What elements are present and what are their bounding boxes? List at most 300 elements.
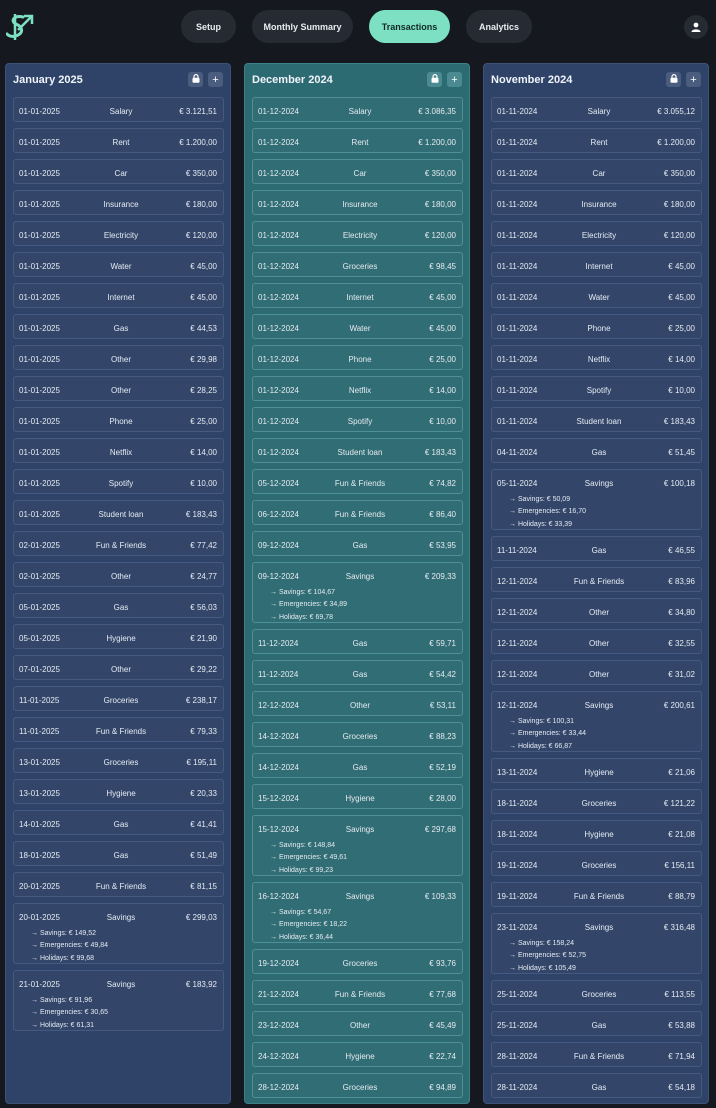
transaction-date: 01-01-2025: [19, 107, 60, 116]
transaction-row-gas[interactable]: [13, 810, 224, 835]
transaction-category: Gas: [591, 448, 607, 457]
transaction-row-savings[interactable]: [13, 970, 224, 1031]
transaction-row-salary[interactable]: [252, 97, 463, 122]
transaction-amount: € 51,49: [190, 851, 217, 860]
transaction-row-other[interactable]: [252, 1011, 463, 1036]
transaction-amount: € 29,98: [190, 355, 217, 364]
transaction-row-fun-friends[interactable]: [491, 882, 702, 907]
savings-breakdown-item: → Emergencies: € 30,65: [31, 1009, 109, 1017]
transaction-amount: € 88,23: [429, 732, 456, 741]
transaction-row-savings[interactable]: [13, 903, 224, 964]
transaction-date: 25-11-2024: [497, 990, 538, 999]
transaction-category: Other: [588, 608, 609, 617]
transaction-category: Groceries: [103, 758, 139, 767]
transaction-row-electricity[interactable]: [491, 221, 702, 246]
transaction-category: Fun & Friends: [334, 479, 386, 488]
transaction-date: 01-11-2024: [497, 293, 538, 302]
transaction-date: 11-12-2024: [258, 639, 299, 648]
transaction-date: 05-01-2025: [19, 603, 60, 612]
transaction-category: Other: [349, 701, 370, 710]
transaction-category: Gas: [352, 763, 368, 772]
transaction-row-fun-friends[interactable]: [252, 980, 463, 1005]
transaction-date: 28-12-2024: [258, 1083, 299, 1092]
transaction-amount: € 41,41: [190, 820, 217, 829]
transaction-amount: € 350,00: [663, 169, 695, 178]
transaction-category: Gas: [352, 541, 368, 550]
transaction-row-other[interactable]: [252, 691, 463, 716]
transaction-amount: € 183,43: [185, 510, 217, 519]
transaction-date: 18-01-2025: [19, 851, 60, 860]
transaction-row-groceries[interactable]: [491, 980, 702, 1005]
transaction-row-car[interactable]: [252, 159, 463, 184]
transaction-row-student-loan[interactable]: [252, 438, 463, 463]
transaction-row-internet[interactable]: [252, 283, 463, 308]
transaction-date: 01-12-2024: [258, 448, 299, 457]
transaction-row-phone[interactable]: [491, 314, 702, 339]
transaction-row-other[interactable]: [13, 376, 224, 401]
transaction-category: Groceries: [103, 696, 139, 705]
transaction-row-gas[interactable]: [252, 660, 463, 685]
transaction-category: Salary: [348, 107, 372, 116]
transaction-row-hygiene[interactable]: [13, 624, 224, 649]
transaction-date: 20-01-2025: [19, 882, 60, 891]
user-icon: [690, 21, 702, 33]
transaction-amount: € 100,18: [663, 479, 695, 488]
savings-breakdown-item: → Savings: € 104,67: [270, 589, 335, 596]
transaction-row-rent[interactable]: [491, 128, 702, 153]
transaction-category: Groceries: [581, 861, 617, 870]
transaction-row-spotify[interactable]: [252, 407, 463, 432]
transaction-row-water[interactable]: [491, 283, 702, 308]
transaction-category: Gas: [591, 1021, 607, 1030]
transaction-row-rent[interactable]: [252, 128, 463, 153]
transaction-amount: € 45,00: [668, 293, 695, 302]
transaction-date: 19-11-2024: [497, 861, 538, 870]
transaction-row-hygiene[interactable]: [491, 758, 702, 783]
transaction-category: Student loan: [576, 417, 622, 426]
transaction-amount: € 74,82: [429, 479, 456, 488]
transaction-amount: € 350,00: [185, 169, 217, 178]
savings-breakdown-item: → Savings: € 54,67: [270, 909, 332, 916]
transaction-amount: € 350,00: [424, 169, 456, 178]
add-transaction-button[interactable]: [686, 72, 701, 87]
transaction-row-gas[interactable]: [13, 314, 224, 339]
transaction-category: Phone: [109, 417, 133, 426]
transaction-row-student-loan[interactable]: [13, 500, 224, 525]
transaction-row-other[interactable]: [13, 562, 224, 587]
transaction-date: 11-11-2024: [497, 546, 537, 555]
transaction-category: Car: [114, 169, 128, 178]
transaction-date: 01-12-2024: [258, 107, 299, 116]
transaction-date: 18-11-2024: [497, 830, 538, 839]
transaction-row-savings[interactable]: [491, 691, 702, 752]
transaction-date: 21-12-2024: [258, 990, 299, 999]
transaction-row-insurance[interactable]: [491, 190, 702, 215]
transaction-row-gas[interactable]: [13, 841, 224, 866]
transaction-category: Hygiene: [106, 634, 136, 643]
savings-breakdown-item: → Savings: € 50,09: [509, 496, 571, 503]
transaction-category: Savings: [584, 923, 614, 932]
transaction-amount: € 86,40: [429, 510, 456, 519]
transaction-row-gas[interactable]: [491, 438, 702, 463]
transaction-date: 28-11-2024: [497, 1052, 538, 1061]
transaction-row-netflix[interactable]: [491, 345, 702, 370]
transaction-row-groceries[interactable]: [13, 748, 224, 773]
transaction-date: 11-01-2025: [19, 727, 60, 736]
transaction-amount: € 29,22: [190, 665, 217, 674]
transaction-date: 25-11-2024: [497, 1021, 538, 1030]
transaction-row-electricity[interactable]: [252, 221, 463, 246]
transaction-category: Gas: [113, 820, 129, 829]
transaction-amount: € 121,22: [663, 799, 695, 808]
transaction-amount: € 1.200,00: [179, 138, 217, 147]
savings-breakdown-item: → Emergencies: € 49,84: [31, 942, 109, 950]
transaction-category: Fun & Friends: [95, 882, 147, 891]
transaction-category: Rent: [112, 138, 130, 147]
transaction-row-gas[interactable]: [491, 1073, 702, 1098]
transaction-row-groceries[interactable]: [13, 686, 224, 711]
transaction-date: 06-12-2024: [258, 510, 299, 519]
transaction-row-salary[interactable]: [13, 97, 224, 122]
transaction-row-other[interactable]: [13, 655, 224, 680]
add-transaction-button[interactable]: [447, 72, 462, 87]
month-column-january-2025: [5, 63, 231, 1104]
transaction-amount: € 28,25: [190, 386, 217, 395]
savings-breakdown-item: → Holidays: € 33,39: [509, 520, 573, 528]
transaction-date: 01-12-2024: [258, 386, 299, 395]
transaction-row-fun-friends[interactable]: [13, 531, 224, 556]
transaction-row-gas[interactable]: [252, 531, 463, 556]
savings-breakdown-item: → Holidays: € 99,23: [270, 866, 334, 874]
transaction-row-netflix[interactable]: [13, 438, 224, 463]
savings-breakdown: [509, 494, 586, 531]
transaction-date: 15-12-2024: [258, 794, 299, 803]
transaction-row-groceries[interactable]: [252, 1073, 463, 1098]
transaction-date: 13-11-2024: [497, 768, 538, 777]
transaction-amount: € 59,71: [429, 639, 456, 648]
transaction-row-netflix[interactable]: [252, 376, 463, 401]
transaction-date: 12-12-2024: [258, 701, 299, 710]
transaction-category: Other: [110, 386, 131, 395]
transaction-category: Student loan: [337, 448, 383, 457]
transaction-row-gas[interactable]: [252, 629, 463, 654]
transaction-date: 14-01-2025: [19, 820, 60, 829]
savings-breakdown-item: → Emergencies: € 49,61: [270, 854, 348, 862]
transaction-amount: € 3.055,12: [657, 107, 695, 116]
savings-breakdown-item: → Savings: € 100,31: [509, 718, 574, 725]
savings-breakdown: [270, 587, 347, 624]
transaction-amount: € 10,00: [190, 479, 217, 488]
transaction-category: Car: [353, 169, 367, 178]
transaction-date: 12-11-2024: [497, 608, 538, 617]
savings-breakdown-item: → Holidays: € 36,44: [270, 933, 334, 941]
transaction-amount: € 53,95: [429, 541, 456, 550]
transaction-date: 01-01-2025: [19, 417, 60, 426]
lock-icon: [192, 74, 200, 86]
transaction-category: Hygiene: [345, 1052, 375, 1061]
transaction-amount: € 21,06: [668, 768, 695, 777]
transaction-amount: € 180,00: [424, 200, 456, 209]
transaction-date: 23-12-2024: [258, 1021, 299, 1030]
transaction-row-groceries[interactable]: [491, 789, 702, 814]
transaction-category: Water: [349, 324, 371, 333]
month-column-december-2024: [244, 63, 470, 1104]
transaction-row-fun-friends[interactable]: [13, 717, 224, 742]
transaction-date: 01-01-2025: [19, 231, 60, 240]
transaction-category: Fun & Friends: [95, 727, 147, 736]
transaction-date: 01-12-2024: [258, 262, 299, 271]
transaction-amount: € 25,00: [668, 324, 695, 333]
transaction-row-hygiene[interactable]: [252, 784, 463, 809]
transaction-row-phone[interactable]: [252, 345, 463, 370]
transaction-amount: € 52,19: [429, 763, 456, 772]
transaction-category: Spotify: [347, 417, 373, 426]
transaction-date: 01-01-2025: [19, 262, 60, 271]
month-title: January 2025: [13, 74, 83, 86]
transaction-category: Savings: [584, 479, 614, 488]
transaction-row-groceries[interactable]: [491, 851, 702, 876]
transaction-date: 01-01-2025: [19, 324, 60, 333]
transaction-row-fun-friends[interactable]: [491, 567, 702, 592]
savings-breakdown: [31, 928, 108, 965]
transaction-row-hygiene[interactable]: [252, 1042, 463, 1067]
transaction-row-savings[interactable]: [491, 913, 702, 974]
transaction-category: Groceries: [342, 732, 378, 741]
transaction-row-other[interactable]: [491, 660, 702, 685]
transaction-row-savings[interactable]: [491, 469, 702, 530]
transaction-category: Savings: [345, 572, 375, 581]
transaction-amount: € 10,00: [668, 386, 695, 395]
transaction-date: 01-11-2024: [497, 417, 538, 426]
transaction-row-spotify[interactable]: [491, 376, 702, 401]
transaction-date: 21-01-2025: [19, 980, 60, 989]
transaction-date: 05-11-2024: [497, 479, 538, 488]
transaction-amount: € 200,61: [663, 701, 695, 710]
transaction-amount: € 81,15: [190, 882, 217, 891]
transaction-row-gas[interactable]: [13, 593, 224, 618]
transaction-amount: € 20,33: [190, 789, 217, 798]
transaction-date: 12-11-2024: [497, 701, 538, 710]
transaction-category: Fun & Friends: [573, 577, 625, 586]
transaction-date: 12-11-2024: [497, 670, 538, 679]
transaction-date: 14-12-2024: [258, 732, 299, 741]
transaction-amount: € 25,00: [429, 355, 456, 364]
transaction-row-savings[interactable]: [252, 882, 463, 943]
transaction-date: 01-01-2025: [19, 479, 60, 488]
transaction-category: Spotify: [108, 479, 134, 488]
tab-setup[interactable]: Setup: [181, 10, 236, 43]
tab-analytics[interactable]: Analytics: [466, 10, 532, 43]
column-header: [484, 64, 708, 96]
savings-breakdown-item: → Savings: € 91,96: [31, 997, 93, 1004]
transaction-row-phone[interactable]: [13, 407, 224, 432]
transaction-date: 20-01-2025: [19, 913, 60, 922]
transaction-row-internet[interactable]: [13, 283, 224, 308]
transaction-amount: € 34,80: [668, 608, 695, 617]
transaction-amount: € 77,42: [190, 541, 217, 550]
transaction-amount: € 31,02: [668, 670, 695, 679]
transaction-category: Savings: [345, 892, 375, 901]
transaction-amount: € 45,00: [190, 262, 217, 271]
transaction-amount: € 120,00: [424, 231, 456, 240]
transaction-date: 28-11-2024: [497, 1083, 538, 1092]
tab-monthly-summary[interactable]: Monthly Summary: [252, 10, 353, 43]
savings-breakdown-item: → Savings: € 149,52: [31, 930, 96, 937]
transaction-amount: € 14,00: [668, 355, 695, 364]
transaction-row-hygiene[interactable]: [491, 820, 702, 845]
transaction-amount: € 113,55: [664, 990, 695, 999]
transaction-amount: € 53,11: [429, 701, 456, 710]
transaction-category: Salary: [587, 107, 611, 116]
transaction-row-groceries[interactable]: [252, 252, 463, 277]
transaction-category: Savings: [106, 913, 136, 922]
transaction-row-electricity[interactable]: [13, 221, 224, 246]
transaction-amount: € 21,08: [668, 830, 695, 839]
transaction-row-internet[interactable]: [491, 252, 702, 277]
savings-breakdown: [31, 995, 108, 1032]
lock-icon: [670, 74, 678, 86]
transaction-date: 04-11-2024: [497, 448, 538, 457]
transaction-category: Water: [588, 293, 610, 302]
transaction-category: Rent: [351, 138, 369, 147]
transaction-date: 01-12-2024: [258, 138, 299, 147]
month-column-november-2024: [483, 63, 709, 1104]
transaction-amount: € 45,00: [190, 293, 217, 302]
transaction-category: Phone: [587, 324, 611, 333]
tab-transactions[interactable]: Transactions: [369, 10, 450, 43]
transaction-row-insurance[interactable]: [252, 190, 463, 215]
transaction-date: 11-01-2025: [19, 696, 60, 705]
transaction-category: Fun & Friends: [573, 1052, 625, 1061]
transaction-category: Water: [110, 262, 132, 271]
transaction-amount: € 54,18: [668, 1083, 695, 1092]
transaction-amount: € 180,00: [185, 200, 217, 209]
transaction-category: Groceries: [581, 799, 617, 808]
transaction-amount: € 94,89: [429, 1083, 456, 1092]
month-title: November 2024: [491, 74, 573, 86]
transaction-category: Gas: [113, 603, 129, 612]
transaction-category: Fun & Friends: [334, 990, 386, 999]
transaction-row-groceries[interactable]: [252, 949, 463, 974]
transaction-date: 01-01-2025: [19, 169, 60, 178]
transaction-category: Electricity: [581, 231, 617, 240]
transaction-date: 01-01-2025: [19, 386, 60, 395]
transaction-category: Insurance: [581, 200, 617, 209]
transaction-category: Gas: [352, 670, 368, 679]
transaction-category: Hygiene: [345, 794, 375, 803]
transaction-category: Internet: [585, 262, 613, 271]
savings-breakdown-item: → Emergencies: € 16,70: [509, 508, 587, 516]
transaction-date: 13-01-2025: [19, 789, 60, 798]
transaction-row-water[interactable]: [13, 252, 224, 277]
transaction-category: Savings: [584, 701, 614, 710]
transaction-row-other[interactable]: [13, 345, 224, 370]
transaction-amount: € 98,45: [429, 262, 456, 271]
transaction-date: 02-01-2025: [19, 572, 60, 581]
transaction-row-fun-friends[interactable]: [252, 500, 463, 525]
user-menu-button[interactable]: [684, 15, 708, 39]
transaction-date: 01-11-2024: [497, 169, 538, 178]
transaction-row-fun-friends[interactable]: [252, 469, 463, 494]
transaction-row-gas[interactable]: [491, 1011, 702, 1036]
transaction-category: Spotify: [586, 386, 612, 395]
column-header: [245, 64, 469, 96]
transaction-row-student-loan[interactable]: [491, 407, 702, 432]
transaction-date: 01-11-2024: [497, 231, 538, 240]
transaction-row-savings[interactable]: [252, 815, 463, 876]
transaction-row-spotify[interactable]: [13, 469, 224, 494]
transaction-row-other[interactable]: [491, 629, 702, 654]
transaction-amount: € 183,43: [424, 448, 456, 457]
transaction-date: 01-01-2025: [19, 448, 60, 457]
add-transaction-button[interactable]: [208, 72, 223, 87]
transaction-row-car[interactable]: [491, 159, 702, 184]
transaction-row-rent[interactable]: [13, 128, 224, 153]
transaction-amount: € 1.200,00: [418, 138, 456, 147]
transaction-row-gas[interactable]: [491, 536, 702, 561]
transaction-row-other[interactable]: [491, 598, 702, 623]
lock-button[interactable]: [188, 72, 203, 87]
savings-breakdown: [270, 840, 347, 877]
transaction-date: 01-11-2024: [497, 138, 538, 147]
lock-button[interactable]: [427, 72, 442, 87]
transaction-date: 01-01-2025: [19, 355, 60, 364]
transaction-date: 01-01-2025: [19, 200, 60, 209]
transaction-row-fun-friends[interactable]: [13, 872, 224, 897]
savings-breakdown-item: → Holidays: € 105,49: [509, 964, 576, 972]
transaction-row-car[interactable]: [13, 159, 224, 184]
transaction-date: 07-01-2025: [19, 665, 60, 674]
transaction-row-insurance[interactable]: [13, 190, 224, 215]
transaction-row-water[interactable]: [252, 314, 463, 339]
transaction-date: 24-12-2024: [258, 1052, 299, 1061]
transaction-row-savings[interactable]: [252, 562, 463, 623]
transaction-category: Groceries: [342, 1083, 378, 1092]
transaction-category: Savings: [106, 980, 136, 989]
transaction-category: Electricity: [342, 231, 378, 240]
transaction-category: Gas: [113, 851, 129, 860]
transaction-amount: € 183,43: [663, 417, 695, 426]
transaction-category: Netflix: [109, 448, 133, 457]
transaction-amount: € 54,42: [429, 670, 456, 679]
transaction-row-salary[interactable]: [491, 97, 702, 122]
transaction-date: 13-01-2025: [19, 758, 60, 767]
transaction-category: Other: [588, 670, 609, 679]
transaction-amount: € 45,00: [429, 324, 456, 333]
transaction-date: 01-12-2024: [258, 231, 299, 240]
savings-breakdown-item: → Holidays: € 61,31: [31, 1021, 95, 1029]
transaction-row-fun-friends[interactable]: [491, 1042, 702, 1067]
transaction-category: Electricity: [103, 231, 139, 240]
transaction-date: 09-12-2024: [258, 541, 299, 550]
transaction-amount: € 32,55: [668, 639, 695, 648]
transaction-category: Internet: [107, 293, 135, 302]
transaction-category: Internet: [346, 293, 374, 302]
transaction-row-hygiene[interactable]: [13, 779, 224, 804]
transaction-date: 12-11-2024: [497, 577, 538, 586]
transaction-amount: € 209,33: [424, 572, 456, 581]
transaction-date: 02-01-2025: [19, 541, 60, 550]
savings-breakdown-item: → Holidays: € 69,78: [270, 613, 334, 621]
transaction-row-gas[interactable]: [252, 753, 463, 778]
transaction-category: Gas: [113, 324, 129, 333]
transaction-date: 14-12-2024: [258, 763, 299, 772]
lock-icon: [431, 74, 439, 86]
transaction-row-groceries[interactable]: [252, 722, 463, 747]
lock-button[interactable]: [666, 72, 681, 87]
transaction-category: Gas: [352, 639, 368, 648]
transaction-amount: € 316,48: [663, 923, 695, 932]
